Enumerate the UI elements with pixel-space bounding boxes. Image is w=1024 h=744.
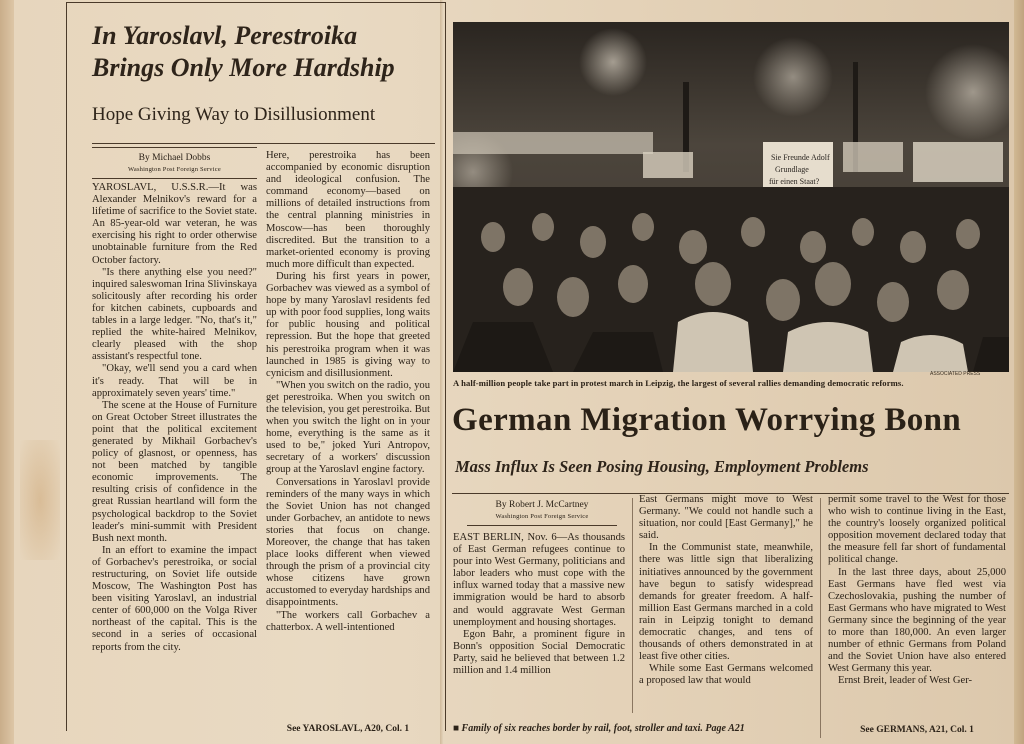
photo-caption: A half-million people take part in protest march in Leipzig, the largest of several rallies demanding democratic reforms. [453, 378, 904, 388]
left-byline-org: Washington Post Foreign Service [128, 166, 221, 173]
page-edge-left [0, 0, 14, 744]
protest-sign-line2: Grundlage [775, 165, 809, 174]
right-story-jump: See GERMANS, A21, Col. 1 [860, 725, 974, 735]
left-deck-rule [92, 143, 435, 144]
left-headline-line2: Brings Only More Hardship [92, 53, 395, 82]
paragraph: While some East Germans welcomed a proposed law that would [639, 663, 813, 687]
right-byline-org: Washington Post Foreign Service [495, 513, 589, 520]
paragraph: "The workers call Gorbachev a chatterbox. A well-intentioned [266, 609, 430, 633]
paragraph: Here, perestroika has been accompanied by economic disruption and ideological confusion. The command economy—based on millions of detailed instructions from the central planning ministries in Moscow—has been thoroughly discredited. But the transition to a market-oriented economy is proving much more difficult than expected. [266, 150, 430, 270]
paragraph: In the last three days, about 25,000 East Germans have fled west via Czechoslovakia, pushing the number of East Germans who have migrated to West Germany since the beginning of the year to more than 180,000. An even larger number of ethnic Germans from Poland and the Soviet Union have also entered West Germany this year. [828, 566, 1006, 675]
paper-stain [20, 440, 60, 560]
paragraph: Conversations in Yaroslavl provide reminders of the many ways in which the Soviet Union has not changed under Gorbachev, an antidote to news stories that focus on change. Moreover, the change that has taken place looks different when viewed through the prism of a provincial city whose citizens have grown accustomed to everyday hardships and disappointments. [266, 476, 430, 609]
right-deck: Mass Influx Is Seen Posing Housing, Employment Problems [455, 457, 869, 476]
left-byline-rule-bottom [92, 178, 257, 179]
paragraph: The scene at the House of Furniture on Great October Street illustrates the point that the political excitement generated by Mikhail Gorbachev's policy of glasnost, or openness, has not been matched by tangible economic improvements. The resulting crisis of confidence in the great Russian heartland will form the psychological backdrop to the Soviet leader's mini-summit with President Bush next month. [92, 399, 257, 544]
paragraph: EAST BERLIN, Nov. 6—As thousands of East German refugees continue to pour into West Germany, politicians and labor leaders who must cope with the influx warned today that a massive new immigration would be hard to absorb and would aggravate West German unemployment and housing shortages. [453, 532, 625, 628]
left-headline-line1: In Yaroslavl, Perestroika [92, 21, 358, 50]
right-byline-name: By Robert J. McCartney [495, 500, 589, 510]
paragraph: During his first years in power, Gorbachev was viewed as a symbol of hope by many Yaroslavl residents fed up with poor food supplies, long waits for public housing and political repression. But the hope that greeted his perestroika program when it was launched in 1985 is giving way to cynicism and disillusionment. [266, 270, 430, 379]
paragraph: "Okay, we'll send you a card when it's ready. That will be in approximately seven years' time." [92, 363, 257, 399]
right-byline-rule [467, 525, 617, 526]
protest-sign-line3: für einen Staat? [769, 177, 820, 186]
paragraph: In the Communist state, meanwhile, there was little sign that liberalizing initiatives announced by the government have begun to satisfy widespread demands for greater freedom. A half-million East Germans marched in a cold rain in Leipzig tonight to demand democratic changes, and tens of thousands of others demonstrated in at least five other cities. [639, 542, 813, 663]
left-story-jump: See YAROSLAVL, A20, Col. 1 [286, 724, 410, 734]
left-byline-rule-top [92, 147, 257, 148]
right-headline: German Migration Worrying Bonn [452, 402, 962, 438]
paragraph: "When you switch on the radio, you get perestroika. When you switch on the television, you get perestroika. But when you switch the light on in your home, everything is the same as it used to be," joked Yuri Antropov, secretary of a workers' discussion group at the Yaroslavl engine factory. [266, 379, 430, 476]
right-story-column-1 [453, 532, 625, 677]
left-byline-name: By Michael Dobbs [138, 153, 211, 163]
paragraph: Ernst Breit, leader of West Ger- [838, 675, 973, 687]
left-headline [92, 20, 437, 84]
right-byline [467, 500, 617, 522]
right-story-column-3 [828, 494, 1006, 688]
protest-sign-line1: Sie Freunde Adolf [771, 153, 830, 162]
page-edge-right [1014, 0, 1024, 744]
left-story-column-2 [266, 150, 430, 634]
paragraph: Egon Bahr, a prominent figure in Bonn's opposition Social Democratic Party, said he believed that between 1.2 million and 1.4 million [453, 628, 625, 677]
paragraph: YAROSLAVL, U.S.S.R.—It was Alexander Melnikov's reward for a lifetime of sacrifice to the Soviet state. An 85-year-old war veteran, he was exercising his right to order otherwise unobtainable furniture from the Red October factory. [92, 182, 257, 266]
paragraph: "Is there anything else you need?" inquired saleswoman Irina Slivinskaya solicitously after recording his order for kitchen cabinets, cupboards and tables in a large ledger. "No, that's it," replied the white-haired Melnikov, clearly pleased with the shop assistant's respectful tone. [92, 266, 257, 363]
right-column-divider-1 [632, 498, 633, 713]
left-deck: Hope Giving Way to Disillusionment [92, 104, 376, 125]
paragraph: permit some travel to the West for those who wish to continue living in the East, the country's loosely organized political opposition movement declared today that the measure fell far short of fundamental political change. [828, 494, 1006, 566]
right-story-teaser: ■ Family of six reaches border by rail, foot, stroller and taxi. Page A21 [453, 723, 745, 734]
paragraph: In an effort to examine the impact of Gorbachev's perestroika, or social restructuring, on Soviet life outside Moscow, The Washington Post has been visiting Yaroslavl, an industrial center of 600,000 on the Volga River northeast of the capital. This is the second in a series of occasional reports from the city. [92, 544, 257, 653]
paragraph: East Germans might move to West Germany. "We could not handle such a situation, nor could [East Germany]," he said. [639, 494, 813, 542]
protest-photo [453, 22, 1009, 372]
left-story-column-1 [92, 182, 257, 654]
right-story-column-2 [639, 494, 813, 688]
left-byline [92, 153, 257, 175]
protest-photo-image [453, 22, 1009, 372]
right-column-divider-2 [820, 498, 821, 738]
photo-credit: ASSOCIATED PRESS [930, 371, 981, 377]
